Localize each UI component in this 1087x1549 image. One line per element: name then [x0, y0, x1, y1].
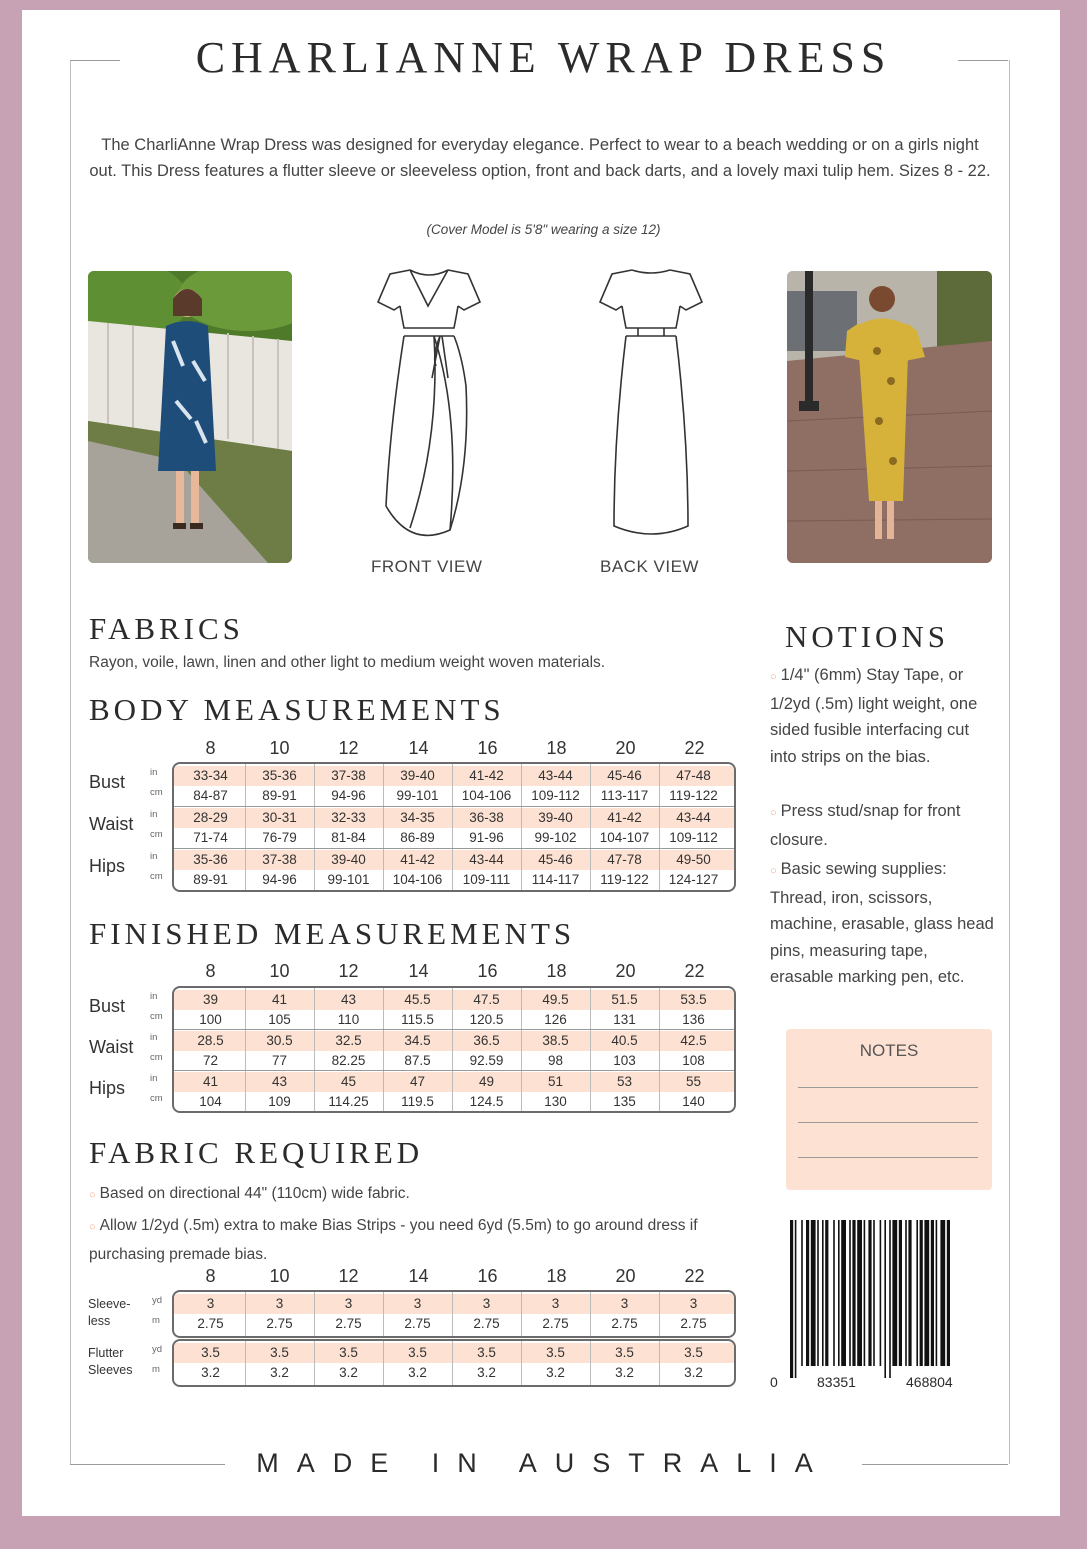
- table-cell: 140: [682, 1094, 705, 1109]
- table-cell: 35-36: [193, 852, 228, 867]
- size-header: 16: [477, 1266, 498, 1286]
- size-header: 18: [546, 1266, 567, 1286]
- unit-label: in: [150, 991, 158, 1002]
- barcode-digit-0: 0: [770, 1374, 778, 1390]
- barcode-bar: [899, 1220, 902, 1366]
- page-title: CHARLIANNE WRAP DRESS: [0, 32, 1087, 83]
- body-measurements-heading: BODY MEASUREMENTS: [89, 692, 505, 727]
- barcode-bar: [849, 1220, 851, 1366]
- table-cell: 89-91: [262, 788, 297, 803]
- size-header: 12: [338, 1266, 359, 1286]
- size-header: 18: [546, 738, 567, 758]
- table-cell: 81-84: [331, 830, 366, 845]
- table-cell: 115.5: [401, 1012, 434, 1027]
- table-cell: 43-44: [538, 768, 573, 783]
- table-cell: 41: [271, 992, 288, 1007]
- size-header: 10: [269, 961, 290, 981]
- table-cell: 47.5: [473, 992, 500, 1007]
- barcode-bar: [852, 1220, 855, 1366]
- table-cell: 3: [206, 1296, 215, 1311]
- size-header: 16: [477, 961, 498, 981]
- table-cell: 109-112: [531, 788, 580, 803]
- table-cell: 35-36: [262, 768, 297, 783]
- barcode-bar: [825, 1220, 828, 1366]
- row-divider: [174, 806, 734, 807]
- size-header: 8: [205, 738, 216, 758]
- table-cell: 119-122: [600, 872, 649, 887]
- table-cell: 3.5: [408, 1345, 427, 1360]
- row-divider: [174, 1070, 734, 1071]
- barcode-bar: [822, 1220, 824, 1366]
- table-cell: 43: [340, 992, 357, 1007]
- table-cell: 45-46: [607, 768, 642, 783]
- table-cell: 2.75: [680, 1316, 707, 1331]
- barcode-bar: [857, 1220, 862, 1366]
- table-cell: 3: [413, 1296, 422, 1311]
- notes-label: NOTES: [859, 1041, 919, 1060]
- barcode-bar: [947, 1220, 950, 1366]
- size-header: 22: [684, 1266, 705, 1286]
- row-label: Waist: [89, 814, 134, 834]
- fabrics-text: Rayon, voile, lawn, linen and other light to medium weight woven materials.: [89, 654, 606, 671]
- fabric-required-bullet-2: ○ Allow 1/2yd (.5m) extra to make Bias Strips - you need 6yd (5.5m) to go around dress if purchasing premade bias.: [89, 1217, 698, 1263]
- table-cell: 34.5: [404, 1033, 431, 1048]
- size-header: 8: [205, 961, 216, 981]
- size-header: 20: [615, 1266, 636, 1286]
- row-label: Waist: [89, 1036, 134, 1057]
- fabric-required-heading: FABRIC REQUIRED: [89, 1135, 424, 1170]
- size-header: 8: [205, 1266, 216, 1286]
- table-cell: 3: [551, 1296, 560, 1311]
- row-label: less: [88, 1314, 111, 1328]
- table-cell: 3: [344, 1296, 353, 1311]
- barcode: [784, 1220, 994, 1380]
- table-cell: 99-101: [396, 788, 439, 803]
- barcode-bar: [908, 1220, 911, 1366]
- finished-measurements-heading: FINISHED MEASUREMENTS: [89, 916, 576, 951]
- back-view-drawing: [592, 266, 710, 550]
- table-cell: 124-127: [668, 872, 719, 887]
- table-cell: 119-122: [669, 788, 718, 803]
- barcode-bar: [801, 1220, 803, 1366]
- row-label: Bust: [89, 772, 126, 792]
- barcode-bar: [916, 1220, 918, 1366]
- table-cell: 41-42: [400, 852, 435, 867]
- table-cell: 108: [682, 1053, 705, 1068]
- table-cell: 86-89: [400, 830, 435, 845]
- table-cell: 3: [482, 1296, 491, 1311]
- row-label: Bust: [89, 995, 126, 1016]
- body_measurements-box: [172, 762, 736, 892]
- table-cell: 39-40: [538, 810, 573, 825]
- front-view-drawing: [370, 266, 488, 550]
- table-cell: 71-74: [193, 830, 228, 845]
- unit-label: in: [150, 1073, 158, 1084]
- row-label: Sleeves: [88, 1363, 133, 1377]
- table-cell: 2.75: [611, 1316, 638, 1331]
- unit-label: yd: [152, 1295, 163, 1306]
- finished_measurements-box: [172, 986, 736, 1113]
- table-cell: 45.5: [404, 992, 431, 1007]
- table-cell: 37-38: [331, 768, 366, 783]
- table-cell: 3.2: [684, 1365, 703, 1380]
- fabrics-heading: FABRICS: [89, 611, 244, 646]
- table-cell: 109: [268, 1094, 291, 1109]
- barcode-bar: [806, 1220, 809, 1366]
- table-cell: 43: [271, 1074, 288, 1089]
- table-cell: 3.5: [684, 1345, 703, 1360]
- photo-blue-dress: [88, 271, 292, 563]
- table-cell: 84-87: [193, 788, 228, 803]
- table-cell: 100: [199, 1012, 222, 1027]
- table-cell: 39-40: [400, 768, 435, 783]
- table-cell: 110: [337, 1012, 360, 1027]
- size-header: 22: [684, 961, 705, 981]
- barcode-bar: [936, 1220, 938, 1366]
- unit-label: in: [150, 851, 158, 862]
- table-cell: 49-50: [676, 852, 711, 867]
- table-cell: 36-38: [469, 810, 504, 825]
- table-cell: 126: [544, 1012, 567, 1027]
- table-cell: 47: [409, 1074, 426, 1089]
- barcode-bar: [873, 1220, 875, 1366]
- table-cell: 3.2: [615, 1365, 634, 1380]
- table-cell: 3: [275, 1296, 284, 1311]
- table-cell: 87.5: [404, 1053, 431, 1068]
- barcode-bar: [889, 1220, 891, 1378]
- notes-box: [786, 1029, 992, 1190]
- table-cell: 3: [689, 1296, 698, 1311]
- notions-item-1: ○ 1/4" (6mm) Stay Tape, or 1/2yd (.5m) light weight, one sided fusible interfacing cut into strips on the bias.: [770, 666, 978, 766]
- table-cell: 41-42: [469, 768, 504, 783]
- barcode-bar: [905, 1220, 907, 1366]
- table-cell: 3.2: [477, 1365, 496, 1380]
- row-label: Flutter: [88, 1346, 124, 1360]
- size-header: 12: [338, 738, 359, 758]
- barcode-bar: [920, 1220, 923, 1366]
- table-cell: 30-31: [262, 810, 297, 825]
- barcode-bar: [940, 1220, 945, 1366]
- table-cell: 49: [478, 1074, 495, 1089]
- table-cell: 53.5: [680, 992, 707, 1007]
- size-header: 10: [269, 1266, 290, 1286]
- unit-label: cm: [150, 829, 163, 840]
- notions-item-3: ○ Basic sewing supplies: Thread, iron, scissors, machine, erasable, glass head pins, measuring tape, erasable marking pen, etc.: [770, 860, 994, 986]
- table-cell: 37-38: [262, 852, 297, 867]
- table-cell: 3.2: [270, 1365, 289, 1380]
- unit-label: in: [150, 1032, 158, 1043]
- barcode-bar: [817, 1220, 819, 1366]
- barcode-bar: [892, 1220, 897, 1366]
- table-cell: 91-96: [469, 830, 504, 845]
- table-cell: 130: [544, 1094, 567, 1109]
- barcode-bar: [884, 1220, 886, 1378]
- table-cell: 94-96: [262, 872, 297, 887]
- row-label: Hips: [89, 856, 126, 876]
- table-cell: 39: [202, 992, 219, 1007]
- table-cell: 99-102: [534, 830, 577, 845]
- barcode-bar: [838, 1220, 840, 1366]
- bullet-icon: ○: [770, 807, 777, 819]
- barcode-bar: [924, 1220, 929, 1366]
- table-cell: 55: [685, 1074, 702, 1089]
- bullet-icon: ○: [89, 1221, 96, 1233]
- table-cell: 40.5: [611, 1033, 638, 1048]
- table-cell: 119.5: [401, 1094, 434, 1109]
- barcode-bar: [795, 1220, 797, 1378]
- bullet-icon: ○: [770, 865, 777, 877]
- table-cell: 51: [547, 1074, 564, 1089]
- unit-label: in: [150, 809, 158, 820]
- barcode-bar: [833, 1220, 835, 1366]
- table-cell: 131: [613, 1012, 636, 1027]
- table-cell: 89-91: [193, 872, 228, 887]
- photo-yellow-dress: [787, 271, 992, 563]
- front-view-label: FRONT VIEW: [371, 557, 483, 576]
- unit-label: in: [150, 767, 158, 778]
- barcode-bar: [880, 1220, 882, 1366]
- table-cell: 28.5: [197, 1033, 224, 1048]
- table-cell: 2.75: [473, 1316, 500, 1331]
- barcode-bar: [864, 1220, 866, 1366]
- table-cell: 34-35: [400, 810, 435, 825]
- fabric-required-row-box: [172, 1290, 736, 1338]
- table-cell: 3.5: [339, 1345, 358, 1360]
- table-cell: 105: [268, 1012, 291, 1027]
- table-cell: 92.59: [469, 1053, 504, 1068]
- table-cell: 45: [340, 1074, 357, 1089]
- footer-made-in: MADE IN AUSTRALIA: [0, 1448, 1087, 1479]
- row-divider: [174, 848, 734, 849]
- table-cell: 42.5: [680, 1033, 707, 1048]
- barcode-bar: [868, 1220, 871, 1366]
- table-cell: 104-106: [392, 872, 443, 887]
- table-cell: 2.75: [266, 1316, 293, 1331]
- table-cell: 113-117: [600, 788, 649, 803]
- table-cell: 98: [547, 1053, 564, 1068]
- model-note: (Cover Model is 5'8" wearing a size 12): [426, 222, 661, 237]
- table-cell: 109-111: [462, 872, 511, 887]
- size-header: 10: [269, 738, 290, 758]
- size-header: 20: [615, 738, 636, 758]
- size-header: 20: [615, 961, 636, 981]
- table-cell: 47-48: [676, 768, 711, 783]
- table-cell: 53: [616, 1074, 633, 1089]
- table-cell: 33-34: [193, 768, 228, 783]
- notions-heading: NOTIONS: [785, 619, 950, 654]
- size-header: 14: [408, 738, 429, 758]
- table-cell: 104-107: [599, 830, 650, 845]
- table-cell: 3.5: [477, 1345, 496, 1360]
- table-cell: 77: [271, 1053, 288, 1068]
- fabric-required-row-box: [172, 1339, 736, 1387]
- unit-label: yd: [152, 1344, 163, 1355]
- table-cell: 114-117: [531, 872, 580, 887]
- table-cell: 94-96: [331, 788, 366, 803]
- table-cell: 38.5: [542, 1033, 569, 1048]
- table-cell: 45-46: [538, 852, 573, 867]
- table-cell: 136: [682, 1012, 705, 1027]
- row-label: Sleeve-: [88, 1297, 131, 1311]
- table-cell: 41: [202, 1074, 219, 1089]
- notions-item-2: ○ Press stud/snap for front closure.: [770, 802, 961, 849]
- table-cell: 120.5: [469, 1012, 504, 1027]
- bullet-icon: ○: [770, 671, 777, 683]
- bullet-icon: ○: [89, 1189, 96, 1201]
- unit-label: cm: [150, 871, 163, 882]
- barcode-bar: [841, 1220, 846, 1366]
- table-cell: 3.5: [201, 1345, 220, 1360]
- barcode-bar: [790, 1220, 793, 1378]
- table-cell: 72: [202, 1053, 219, 1068]
- table-cell: 47-78: [607, 852, 642, 867]
- table-cell: 124.5: [469, 1094, 504, 1109]
- size-header: 14: [408, 961, 429, 981]
- intro-text: The CharliAnne Wrap Dress was designed for everyday elegance. Perfect to wear to a beach wedding or on a girls night out. This Dress features a flutter sleeve or sleeveless option, front and back darts, and a lovely maxi tulip hem. Sizes 8 - 22.: [89, 136, 991, 180]
- table-cell: 51.5: [611, 992, 638, 1007]
- table-cell: 32.5: [335, 1033, 362, 1048]
- table-cell: 3.5: [615, 1345, 634, 1360]
- table-cell: 114.25: [328, 1094, 369, 1109]
- table-cell: 28-29: [193, 810, 228, 825]
- table-cell: 104: [199, 1094, 222, 1109]
- unit-label: cm: [150, 1011, 163, 1022]
- table-cell: 2.75: [404, 1316, 431, 1331]
- table-cell: 2.75: [542, 1316, 569, 1331]
- size-header: 22: [684, 738, 705, 758]
- barcode-digits-2: 468804: [906, 1374, 953, 1390]
- table-cell: 41-42: [607, 810, 642, 825]
- size-header: 18: [546, 961, 567, 981]
- table-cell: 3.2: [339, 1365, 358, 1380]
- row-label: Hips: [89, 1077, 126, 1098]
- size-header: 12: [338, 961, 359, 981]
- table-cell: 3.2: [408, 1365, 427, 1380]
- table-cell: 3.5: [270, 1345, 289, 1360]
- table-cell: 104-106: [461, 788, 512, 803]
- fabric-required-bullet-1: ○ Based on directional 44" (110cm) wide fabric.: [89, 1185, 410, 1202]
- size-header: 14: [408, 1266, 429, 1286]
- back-view-label: BACK VIEW: [600, 557, 699, 576]
- size-header: 16: [477, 738, 498, 758]
- table-cell: 43-44: [676, 810, 711, 825]
- table-cell: 76-79: [262, 830, 297, 845]
- table-cell: 109-112: [669, 830, 718, 845]
- table-cell: 99-101: [327, 872, 370, 887]
- unit-label: cm: [150, 787, 163, 798]
- table-cell: 103: [613, 1053, 636, 1068]
- table-cell: 3: [620, 1296, 629, 1311]
- table-cell: 39-40: [331, 852, 366, 867]
- table-cell: 3.2: [201, 1365, 220, 1380]
- row-divider: [174, 1029, 734, 1030]
- barcode-digits-1: 83351: [817, 1374, 856, 1390]
- unit-label: m: [152, 1315, 160, 1326]
- unit-label: m: [152, 1364, 160, 1375]
- table-cell: 2.75: [335, 1316, 362, 1331]
- table-cell: 49.5: [542, 992, 569, 1007]
- barcode-bar: [811, 1220, 816, 1366]
- unit-label: cm: [150, 1093, 163, 1104]
- table-cell: 30.5: [266, 1033, 293, 1048]
- table-cell: 43-44: [469, 852, 504, 867]
- table-cell: 36.5: [473, 1033, 500, 1048]
- table-cell: 2.75: [197, 1316, 224, 1331]
- table-cell: 3.2: [546, 1365, 565, 1380]
- table-cell: 135: [613, 1094, 636, 1109]
- notes-line: [798, 1157, 978, 1158]
- barcode-bar: [931, 1220, 934, 1366]
- table-cell: 3.5: [546, 1345, 565, 1360]
- notes-line: [798, 1087, 978, 1088]
- notes-line: [798, 1122, 978, 1123]
- table-cell: 32-33: [331, 810, 366, 825]
- table-cell: 82.25: [331, 1053, 366, 1068]
- unit-label: cm: [150, 1052, 163, 1063]
